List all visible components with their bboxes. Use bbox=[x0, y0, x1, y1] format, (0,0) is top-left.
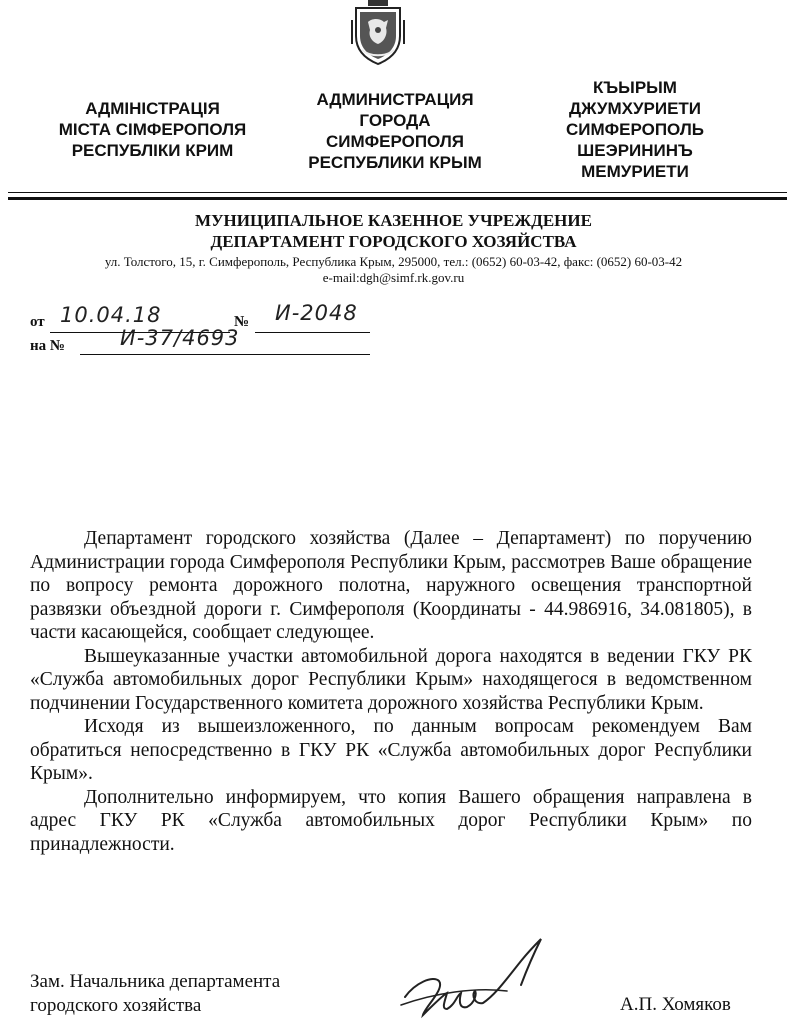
signatory-position bbox=[30, 970, 350, 1017]
header-russian bbox=[295, 89, 495, 173]
header-line: АДМИНИСТРАЦИЯ bbox=[316, 90, 474, 109]
signatory-name: А.П. Хомяков bbox=[620, 994, 731, 1015]
body-paragraph: Вышеуказанные участки автомобильной дорога находятся в ведении ГКУ РК «Служба автомобильных дорог Республики Крым» находящегося в ведомственном подчинении Государственного комитета дорожного хозяйства Республики Крым. bbox=[30, 645, 752, 714]
org-name-line1: МУНИЦИПАЛЬНОЕ КАЗЕННОЕ УЧРЕЖДЕНИЕ bbox=[195, 211, 592, 230]
header-divider-thin bbox=[8, 192, 787, 193]
header-crimean-tatar bbox=[545, 77, 725, 182]
body-paragraph: Исходя из вышеизложенного, по данным вопросам рекомендуем Вам обратиться непосредственно в ГКУ РК «Служба автомобильных дорог Республики Крым». bbox=[30, 716, 752, 784]
header-line: ДЖУМХУРИЕТИ bbox=[568, 99, 702, 118]
header-line: СИМФЕРОПОЛЬ bbox=[565, 120, 704, 139]
ref-to-line bbox=[80, 354, 370, 355]
org-email: e-mail:dgh@simf.rk.gov.ru bbox=[322, 270, 465, 285]
ref-number-line bbox=[255, 332, 370, 333]
body-paragraph: Департамент городского хозяйства (Далее – Департамент) по поручению Администрации города Симферополя Республики Крым, рассмотрев Ваше обращение по вопросу ремонта дорожного полотна, наружного освещения транспортной развязки объездной дороги г. Симферополя (Координаты - 44.986916, 34.081805), в части касающейся, сообщает следующее. bbox=[30, 528, 752, 643]
header-line: КЪЫРЫМ bbox=[593, 78, 677, 97]
header-line: СИМФЕРОПОЛЯ bbox=[325, 132, 464, 151]
header-line: МІСТА СІМФЕРОПОЛЯ bbox=[58, 120, 247, 139]
ref-to-value: И-37/4693 bbox=[120, 326, 240, 350]
header-ukrainian bbox=[30, 98, 275, 161]
handwritten-signature-icon bbox=[395, 935, 555, 1020]
position-line2: городского хозяйства bbox=[30, 994, 202, 1016]
header-line: ГОРОДА bbox=[359, 111, 431, 130]
ref-to-label: на № bbox=[30, 338, 65, 354]
header-line: МЕМУРИЕТИ bbox=[581, 162, 689, 181]
ref-number-label: № bbox=[234, 314, 250, 330]
org-name-line2: ДЕПАРТАМЕНТ ГОРОДСКОГО ХОЗЯЙСТВА bbox=[210, 232, 577, 251]
ref-from-label: от bbox=[30, 314, 45, 330]
org-address: ул. Толстого, 15, г. Симферополь, Республика Крым, 295000, тел.: (0652) 60-03-42, факс: (0652) 60-03-42 bbox=[104, 254, 683, 269]
coat-of-arms-icon bbox=[350, 0, 406, 66]
header-line: ШЕЭРИНИНЪ bbox=[577, 141, 693, 160]
header-divider-thick bbox=[8, 197, 787, 200]
header-line: АДМІНІСТРАЦІЯ bbox=[85, 99, 220, 118]
ref-number-value: И-2048 bbox=[275, 301, 358, 325]
body-paragraph: Дополнительно информируем, что копия Вашего обращения направлена в адрес ГКУ РК «Служба автомобильных дорог Республики Крым» по принадлежности. bbox=[30, 786, 752, 855]
header-line: РЕСПУБЛІКИ КРИМ bbox=[71, 141, 234, 160]
ref-date-value: 10.04.18 bbox=[60, 303, 162, 327]
position-line1: Зам. Начальника департамента bbox=[30, 971, 281, 992]
header-line: РЕСПУБЛИКИ КРЫМ bbox=[308, 153, 482, 172]
letter-body bbox=[30, 527, 752, 856]
